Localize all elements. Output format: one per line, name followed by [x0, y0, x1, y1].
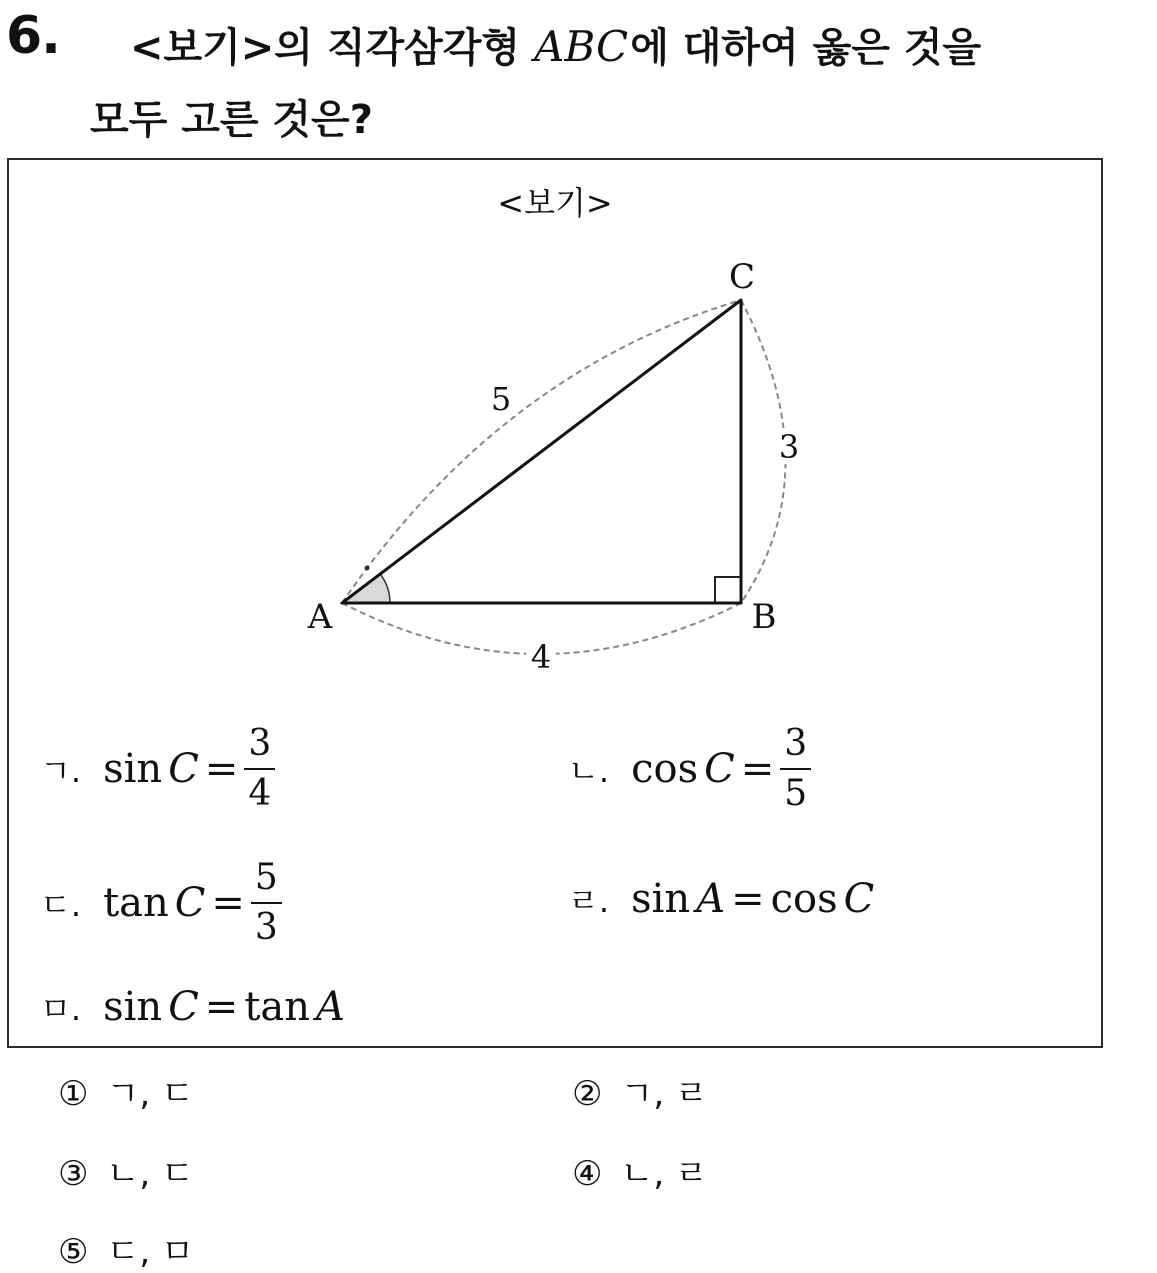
answer-choice-4[interactable] — [572, 1146, 708, 1195]
fraction-numerator: 3 — [244, 726, 275, 770]
item-marker: ㄱ. — [40, 752, 82, 790]
right-angle-mark — [715, 577, 741, 603]
vertex-label-b: B — [751, 597, 777, 637]
answer-choice-1[interactable] — [58, 1066, 194, 1115]
item-variable: A — [696, 876, 726, 922]
question-text-post: 에 대하여 옳은 것을 — [630, 25, 982, 71]
item-function-rhs: cos — [770, 876, 838, 922]
question-text-line2: 모두 고른 것은? — [90, 97, 373, 143]
item-mieum — [40, 984, 345, 1030]
item-function: sin — [103, 746, 163, 792]
fraction-denominator: 5 — [784, 773, 808, 814]
item-giyeok — [40, 723, 275, 814]
choice-number: ② — [572, 1074, 603, 1114]
answer-choice-3[interactable] — [58, 1146, 194, 1195]
item-marker: ㄷ. — [40, 886, 82, 924]
item-marker: ㄴ. — [568, 752, 610, 790]
side-label-bc: 3 — [778, 428, 800, 466]
item-equals: = — [740, 746, 775, 792]
item-function: cos — [631, 746, 699, 792]
item-function: sin — [103, 984, 163, 1030]
choice-text: ㄱ, ㄹ — [620, 1074, 708, 1114]
item-rieul — [568, 876, 874, 922]
choice-number: ④ — [572, 1154, 603, 1194]
question-text-pre: <보기>의 직각삼각형 — [130, 25, 521, 71]
item-fraction — [780, 723, 811, 814]
angle-a-dot — [365, 566, 370, 571]
question-number: 6. — [6, 6, 60, 66]
fraction-numerator: 5 — [251, 860, 282, 904]
item-digeut — [40, 857, 282, 948]
item-equals: = — [731, 876, 765, 922]
choice-text: ㄴ, ㄹ — [620, 1154, 708, 1194]
fraction-denominator: 4 — [248, 773, 272, 814]
item-fraction — [251, 857, 282, 948]
choice-number: ⑤ — [58, 1232, 89, 1272]
item-variable: C — [168, 984, 199, 1030]
vertex-label-a: A — [307, 597, 333, 637]
item-marker: ㄹ. — [568, 882, 610, 920]
item-equals: = — [204, 984, 239, 1030]
item-equals: = — [211, 880, 245, 926]
item-function: sin — [631, 876, 691, 922]
example-box-title: <보기> — [497, 184, 613, 222]
item-variable: C — [704, 746, 735, 792]
item-function: tan — [103, 880, 169, 926]
item-equals: = — [204, 746, 239, 792]
choice-text: ㄷ, ㅁ — [106, 1232, 194, 1272]
fraction-denominator: 3 — [254, 907, 278, 948]
side-label-ab: 4 — [530, 638, 552, 676]
choice-number: ③ — [58, 1154, 89, 1194]
item-variable: C — [168, 746, 199, 792]
item-variable-rhs: A — [316, 984, 345, 1030]
choice-text: ㄱ, ㄷ — [106, 1074, 194, 1114]
item-function-rhs: tan — [244, 984, 310, 1030]
triangle-name: ABC — [534, 22, 629, 71]
item-variable-rhs: C — [843, 876, 875, 922]
answer-choice-2[interactable] — [572, 1066, 708, 1115]
item-variable: C — [174, 880, 206, 926]
choice-number: ① — [58, 1074, 89, 1114]
choice-text: ㄴ, ㄷ — [106, 1154, 194, 1194]
vertex-label-c: C — [728, 257, 756, 297]
fraction-numerator: 3 — [780, 726, 811, 770]
item-marker: ㅁ. — [40, 990, 82, 1028]
item-fraction — [244, 723, 275, 814]
answer-choice-5[interactable] — [58, 1224, 194, 1273]
triangle-abc — [342, 300, 741, 603]
item-nieun — [568, 723, 811, 814]
side-label-ac: 5 — [490, 380, 512, 418]
